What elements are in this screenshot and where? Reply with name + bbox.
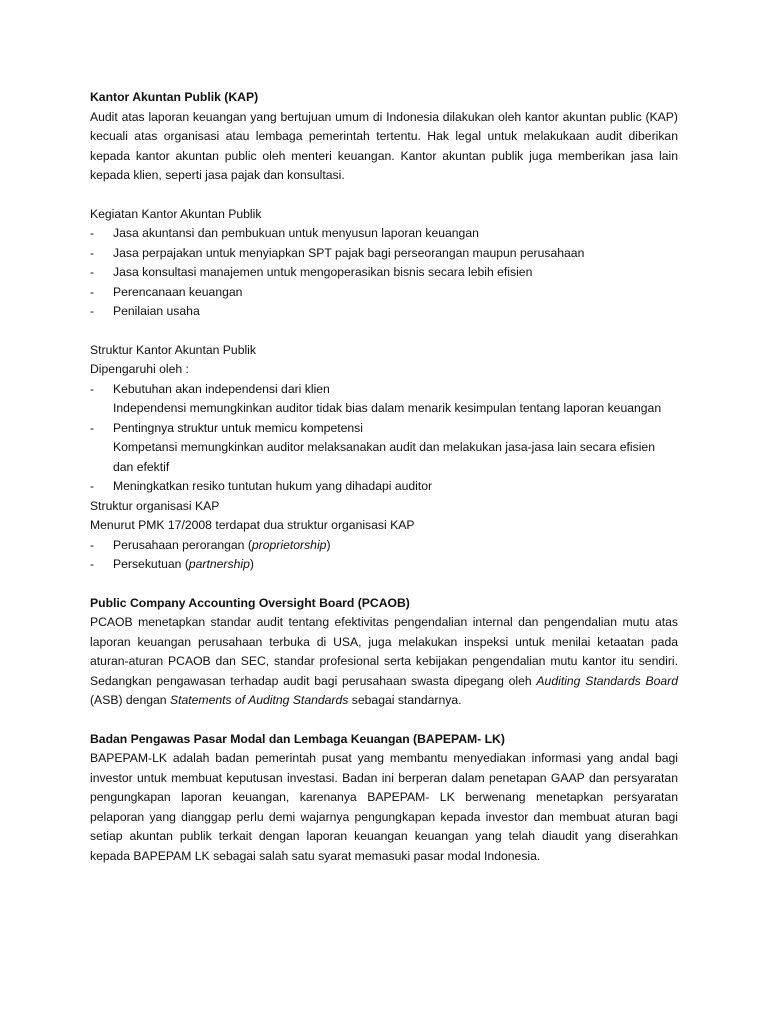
list-item: [90, 224, 678, 244]
section-gap: [90, 711, 678, 730]
list-item-text: Penilaian usaha: [113, 304, 200, 318]
section-gap: [90, 322, 678, 341]
list-item: [90, 263, 678, 283]
list-item: [90, 477, 678, 497]
list-item-term: partnership: [188, 557, 250, 571]
list-item-text: Kebutuhan akan independensi dari klien: [113, 381, 330, 396]
list-item-close: ): [249, 557, 254, 571]
list-item: [90, 283, 678, 303]
list-item-term: proprietorship: [251, 537, 327, 552]
document-page: [90, 88, 678, 866]
section-gap: [90, 575, 678, 594]
bullet-dash: -: [90, 381, 95, 396]
bullet-dash: -: [90, 265, 95, 279]
list-item-text: Jasa konsultasi manajemen untuk mengoperasikan bisnis secara lebih efisien: [113, 265, 533, 279]
bullet-dash: -: [90, 284, 95, 299]
pcaob-heading: Public Company Accounting Oversight Board (PCAOB): [90, 595, 410, 610]
bullet-dash: -: [90, 245, 95, 260]
pcaob-paragraph: [90, 613, 678, 711]
list-item-text: Perusahaan perorangan (: [113, 537, 252, 552]
list-item-detail: Kompetansi memungkinkan auditor melaksanakan audit dan melakukan jasa-jasa lain secara efisien dan efektif: [113, 440, 655, 474]
pcaob-text: PCAOB menetapkan standar audit tentang efektivitas pengendalian internal dan pengendalian mutu atas laporan keuangan perusahaan terbuka di USA, juga melakukan inspeksi untuk menilai ketaatan pada aturan-aturan PCAOB dan SEC, standar profesional serta kebijakan pengendalian mutu kantor itu sendiri. Sedangkan pengawasan terhadap audit bagi perusahaan swasta dipegang oleh: [90, 615, 678, 688]
bullet-dash: -: [90, 420, 95, 435]
section-gap: [90, 186, 678, 205]
list-item: [90, 536, 678, 556]
list-item-detail: Independensi memungkinkan auditor tidak bias dalam menarik kesimpulan tentang laporan keuangan: [113, 401, 662, 415]
kegiatan-heading: Kegiatan Kantor Akuntan Publik: [90, 206, 262, 221]
org-intro: Menurut PMK 17/2008 terdapat dua struktur organisasi KAP: [90, 518, 415, 532]
list-item-text: Pentingnya struktur untuk memicu kompetensi: [113, 420, 363, 435]
kap-heading: Kantor Akuntan Publik (KAP): [90, 90, 259, 104]
list-item-text: Jasa perpajakan untuk menyiapkan SPT pajak bagi perseorangan maupun perusahaan: [113, 245, 585, 260]
bullet-dash: -: [90, 304, 95, 318]
pcaob-italic-term: Auditing Standards Board: [536, 673, 678, 688]
pcaob-italic-term: Statements of Auditng Standards: [169, 693, 349, 707]
list-item: [90, 555, 678, 575]
list-item-text: Meningkatkan resiko tuntutan hukum yang dihadapi auditor: [113, 479, 433, 493]
bullet-dash: -: [90, 479, 95, 493]
list-item-close: ): [326, 537, 331, 552]
list-item-text: Jasa akuntansi dan pembukuan untuk menyusun laporan keuangan: [113, 226, 479, 240]
list-item-text: Persekutuan (: [113, 557, 189, 571]
list-item-text: Perencanaan keuangan: [113, 284, 243, 299]
list-item: [90, 302, 678, 322]
struktur-intro: Dipengaruhi oleh :: [90, 362, 189, 376]
kap-paragraph: Audit atas laporan keuangan yang bertujuan umum di Indonesia dilakukan oleh kantor akuntan public (KAP) kecuali atas organisasi atau lembaga pemerintah tertentu. Hak legal untuk melakukaan audit diberikan kepada kantor akuntan public oleh menteri keuangan. Kantor akuntan publik juga memberikan jasa lain kepada klien, seperti jasa pajak dan konsultasi.: [90, 109, 678, 182]
list-item: [90, 244, 678, 264]
pcaob-text: sebagai standarnya.: [348, 693, 462, 707]
list-item: [90, 419, 678, 439]
bullet-dash: -: [90, 226, 95, 240]
struktur-heading: Struktur Kantor Akuntan Publik: [90, 342, 256, 357]
bapepam-heading: Badan Pengawas Pasar Modal dan Lembaga Keuangan (BAPEPAM- LK): [90, 731, 505, 746]
org-title: Struktur organisasi KAP: [90, 498, 220, 513]
bullet-dash: -: [90, 537, 95, 552]
list-item: [90, 380, 678, 400]
pcaob-text: (ASB) dengan: [90, 693, 170, 707]
bapepam-paragraph: BAPEPAM-LK adalah badan pemerintah pusat yang membantu menyediakan informasi yang andal bagi investor untuk membuat keputusan investasi. Badan ini berperan dalam penetapan GAAP dan persyaratan pengungkapan laporan keuangan, karenanya BAPEPAM- LK berwenang menetapkan persyaratan pelaporan yang dianggap perlu demi wajarnya pengungkapan kepada investor dan membuat aturan bagi setiap akuntan publik terkait dengan laporan keuangan keuangan yang telah diaudit yang diserahkan kepada BAPEPAM LK sebagai salah satu syarat memasuki pasar modal Indonesia.: [90, 751, 678, 863]
bullet-dash: -: [90, 557, 95, 571]
